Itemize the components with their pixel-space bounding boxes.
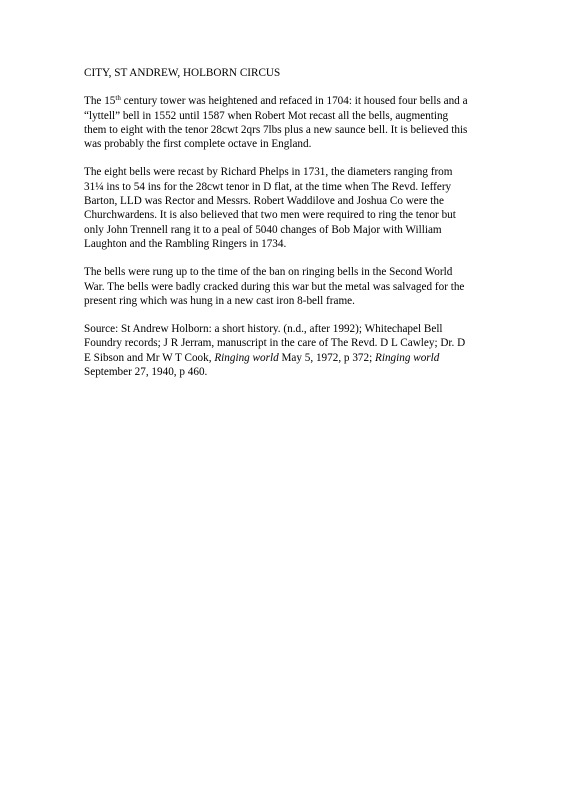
text-line bbox=[84, 351, 484, 365]
text-line bbox=[84, 194, 484, 208]
text-line bbox=[84, 123, 484, 137]
document-title: CITY, ST ANDREW, HOLBORN CIRCUS bbox=[84, 67, 281, 79]
text-run: them to eight with the tenor 28cwt 2qrs 7lbs plus a new saunce bell. It is believed this bbox=[84, 123, 468, 136]
text-line bbox=[84, 180, 484, 194]
text-line bbox=[84, 265, 484, 279]
text-run: The eight bells were recast by Richard Phelps in 1731, the diameters ranging from bbox=[84, 166, 453, 179]
text-run: September 27, 1940, p 460. bbox=[84, 366, 208, 379]
text-line bbox=[84, 109, 484, 123]
text-line bbox=[84, 336, 484, 350]
text-line bbox=[84, 237, 484, 251]
text-run: Foundry records; J R Jerram, manuscript in the care of The Revd. D L Cawley; Dr. D bbox=[84, 337, 466, 350]
text-run: Source: St Andrew Holborn: a short history. (n.d., after 1992); Whitechapel Bell bbox=[84, 323, 443, 336]
paragraph-2 bbox=[84, 165, 484, 251]
text-line bbox=[84, 137, 484, 151]
text-run: E Sibson and Mr W T Cook, bbox=[84, 351, 215, 364]
text-line bbox=[84, 94, 484, 108]
document-page bbox=[84, 66, 484, 393]
text-run: Churchwardens. It is also believed that two men were required to ring the tenor but bbox=[84, 209, 456, 222]
superscript-text: th bbox=[115, 94, 121, 103]
paragraph-3 bbox=[84, 265, 484, 308]
text-run: Laughton and the Rambling Ringers in 1734. bbox=[84, 237, 287, 250]
text-run: only John Trennell rang it to a peal of 5040 changes of Bob Major with William bbox=[84, 223, 442, 236]
text-line bbox=[84, 208, 484, 222]
text-run: century tower was heightened and refaced in 1704: it housed four bells and a bbox=[120, 95, 468, 108]
text-run: was probably the first complete octave in England. bbox=[84, 138, 312, 151]
paragraph-1 bbox=[84, 94, 484, 151]
text-run: War. The bells were badly cracked during this war but the metal was salvaged for the bbox=[84, 280, 465, 293]
text-line bbox=[84, 280, 484, 294]
text-line bbox=[84, 165, 484, 179]
italic-text: Ringing world bbox=[375, 351, 440, 364]
italic-text: Ringing world bbox=[214, 351, 279, 364]
text-run: Barton, LLD was Rector and Messrs. Robert Waddilove and Joshua Co were the bbox=[84, 195, 444, 208]
text-run: The bells were rung up to the time of the ban on ringing bells in the Second World bbox=[84, 266, 453, 279]
text-line bbox=[84, 223, 484, 237]
text-run: May 5, 1972, p 372; bbox=[278, 351, 376, 364]
text-run: present ring which was hung in a new cast iron 8-bell frame. bbox=[84, 294, 355, 307]
text-line bbox=[84, 294, 484, 308]
text-line bbox=[84, 365, 484, 379]
text-run: 31¼ ins to 54 ins for the 28cwt tenor in D flat, at the time when The Revd. Ieffery bbox=[84, 180, 452, 193]
text-run: “lyttell” bell in 1552 until 1587 when Robert Mot recast all the bells, augmenting bbox=[84, 109, 449, 122]
paragraph-4 bbox=[84, 322, 484, 379]
text-line bbox=[84, 322, 484, 336]
text-run: The 15 bbox=[84, 95, 116, 108]
document-body bbox=[84, 94, 484, 379]
